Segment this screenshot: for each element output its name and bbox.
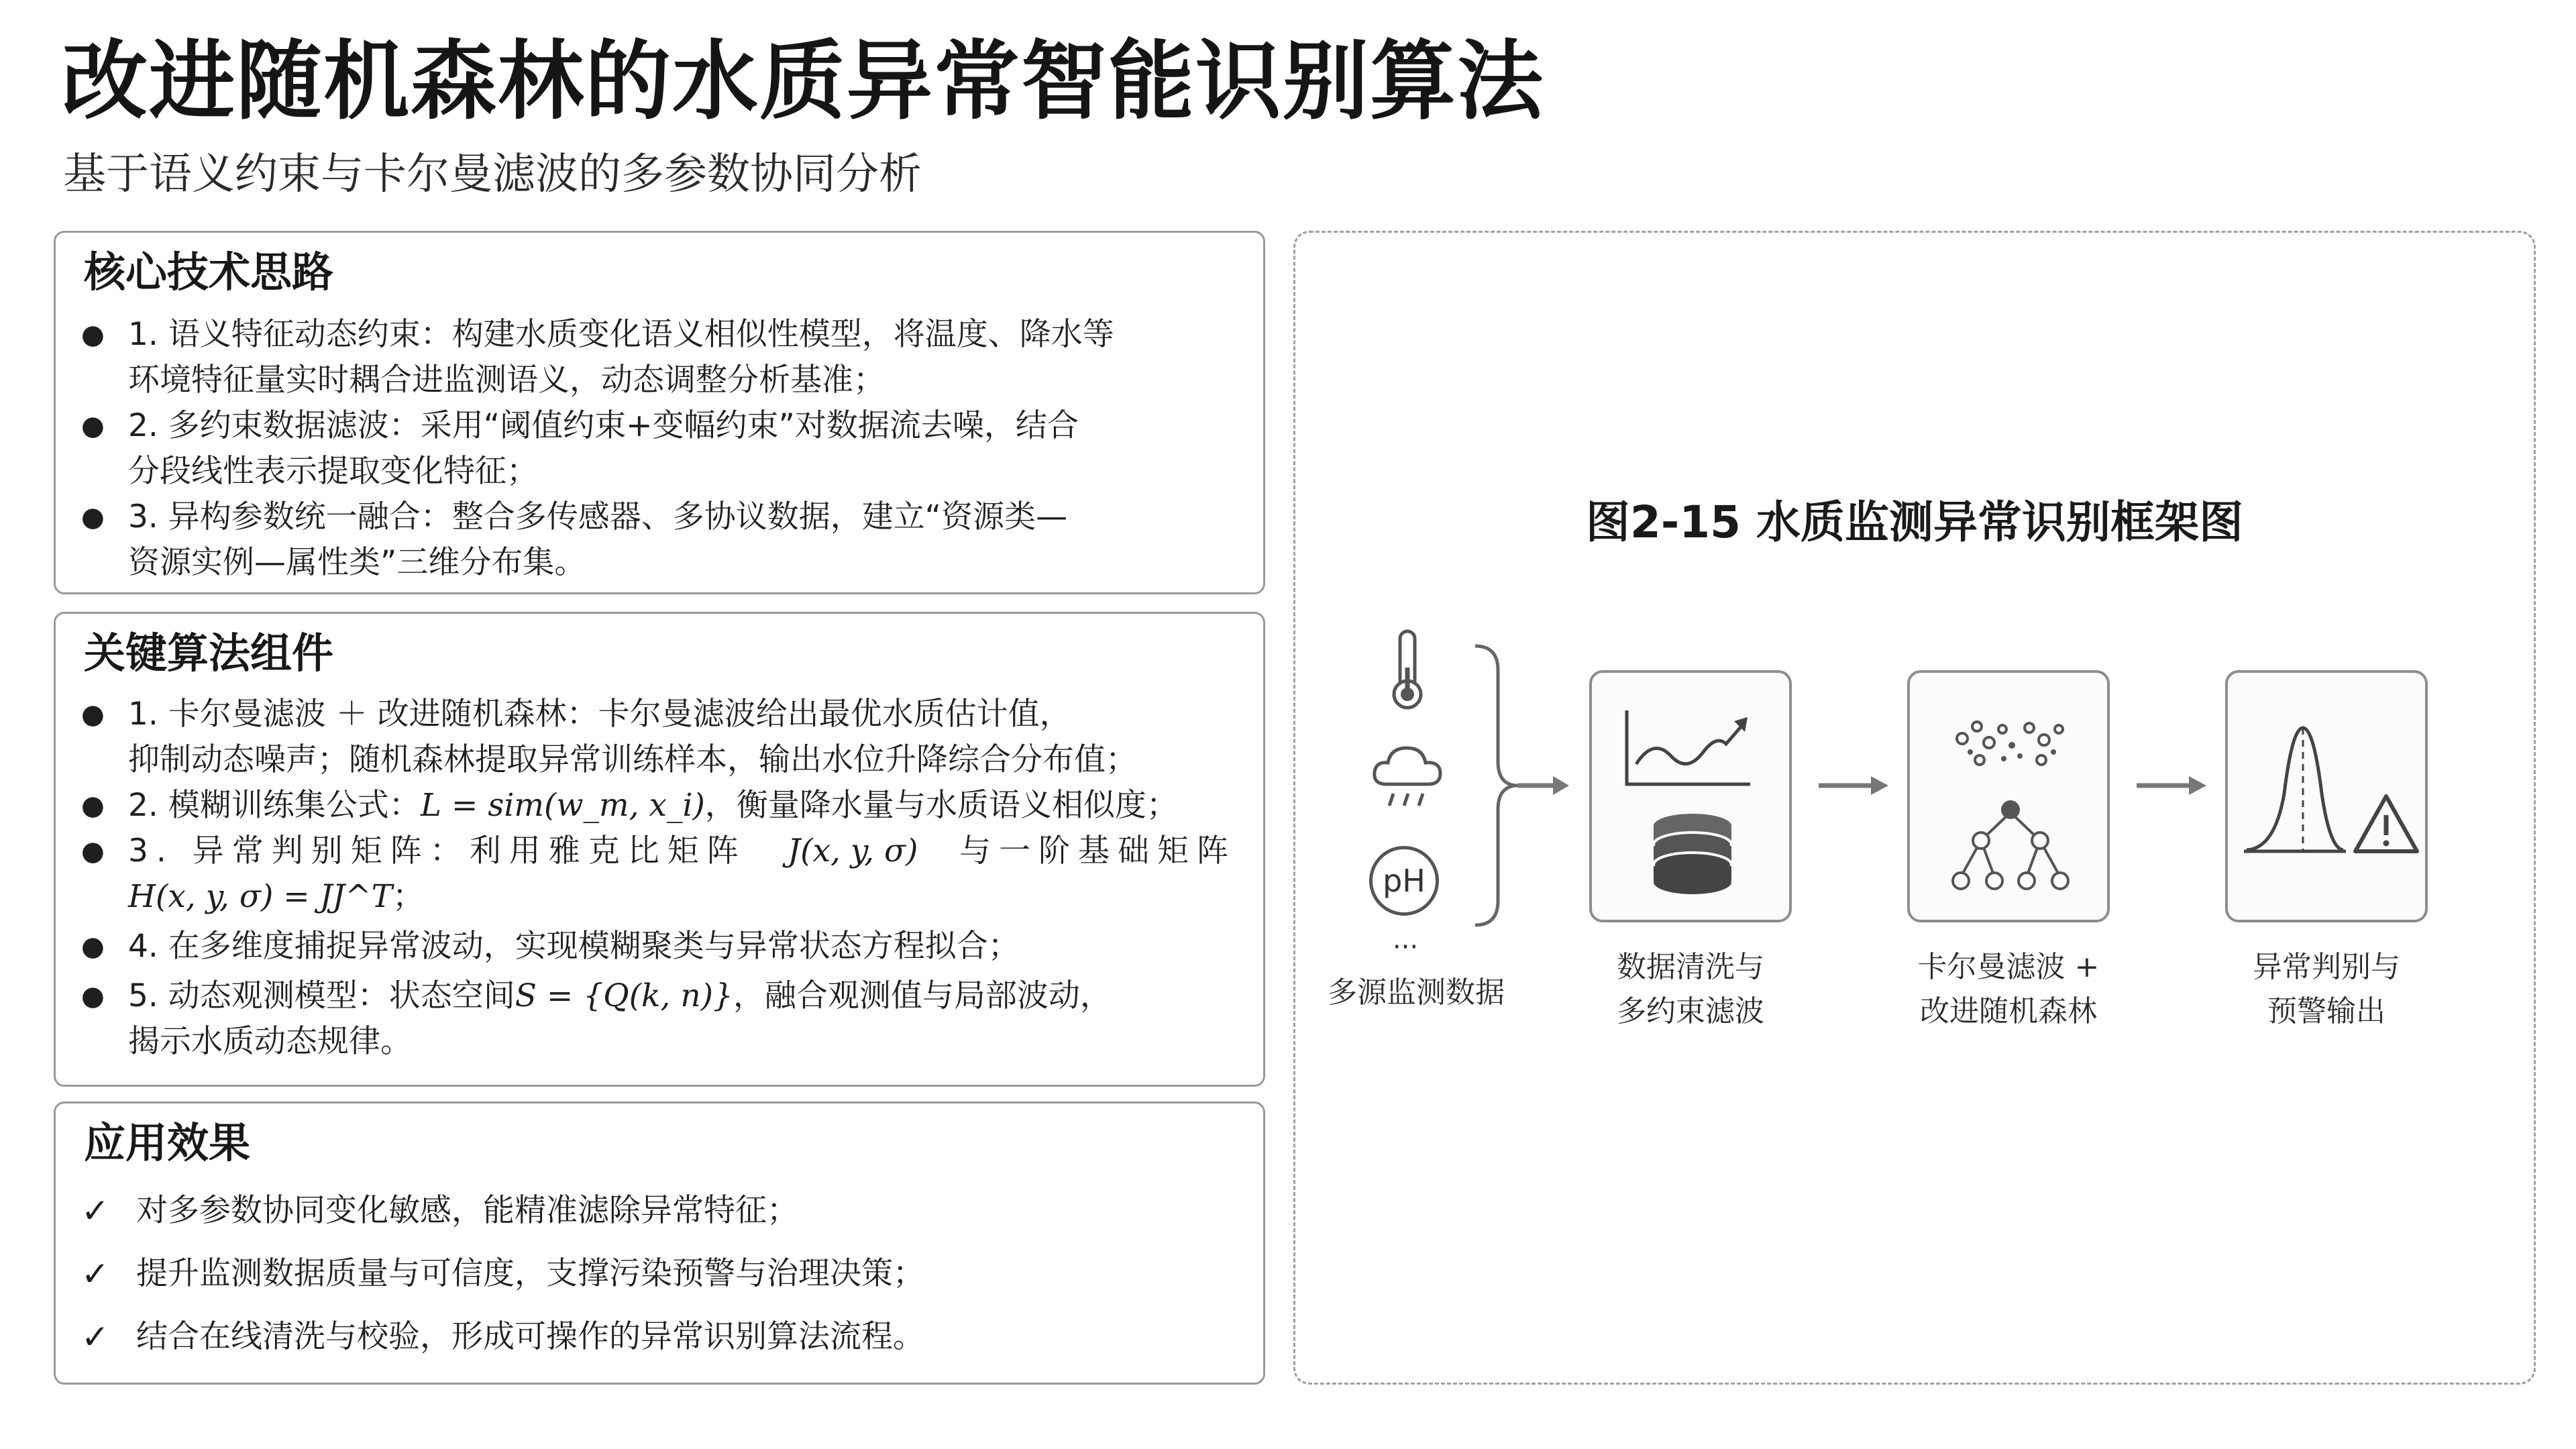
algorithm-item-3-end: ；	[392, 878, 424, 915]
algorithm-item-3-line1	[128, 828, 1236, 874]
effect-item-1-text: 对多参数协同变化敏感，能精准滤除异常特征；	[136, 1192, 798, 1229]
algorithm-item-2-prefix: 2. 模糊训练集公式：	[128, 787, 421, 824]
stage-2-line1: 卡尔曼滤波 +	[1917, 950, 2100, 984]
effect-item-3	[81, 1314, 1236, 1360]
effect-item-2-text: 提升监测数据质量与可信度，支撑污染预警与治理决策；	[136, 1255, 924, 1292]
core-item-2-line2: 分段线性表示提取变化特征；	[128, 453, 538, 490]
core-item-1-line2: 环境特征量实时耦合进监测语义，动态调整分析基准；	[128, 362, 885, 398]
arrow-icon	[2135, 772, 2209, 799]
checkmark-icon: ✓	[81, 1191, 109, 1230]
figure-title: 图2-15 水质监测异常识别框架图	[1585, 496, 2244, 548]
algorithm-item-5-suffix: ，融合观测值与局部波动，	[733, 977, 1112, 1014]
bullet-icon: ●	[81, 981, 105, 1012]
algorithm-heading: 关键算法组件	[84, 629, 334, 678]
stage-kalman-random-forest	[1907, 670, 2110, 922]
stage-3-line1: 异常判别与	[2253, 950, 2400, 984]
arrow-icon	[1517, 772, 1570, 799]
bullet-icon: ●	[81, 411, 105, 441]
core-item-2	[81, 403, 1236, 494]
algorithm-item-3	[81, 828, 1236, 920]
trend-chart-database-icon	[1592, 673, 1794, 925]
state-space-formula: S = {Q(k, n)}	[515, 977, 733, 1014]
fuzzy-formula: L = sim(w_m, x_i)	[420, 787, 705, 824]
checkmark-icon: ✓	[81, 1254, 109, 1293]
ph-icon	[1369, 846, 1439, 916]
core-item-2-line1: 2. 多约束数据滤波：采用“阈值约束+变幅约束”对数据流去噪，结合	[128, 407, 1079, 444]
bullet-icon: ●	[81, 931, 105, 962]
core-ideas-panel	[54, 231, 1265, 594]
algorithm-item-2	[81, 783, 1236, 828]
stage-2-line2: 改进随机森林	[1920, 994, 2097, 1028]
framework-diagram	[1293, 231, 2536, 1385]
page-subtitle: 基于语义约束与卡尔曼滤波的多参数协同分析	[63, 150, 922, 199]
algorithm-item-3-suffix: 与一阶基础矩阵	[959, 833, 1236, 869]
stage-1-line1: 数据清洗与	[1617, 950, 1764, 984]
algorithm-item-5-prefix: 5. 动态观测模型：状态空间	[128, 977, 515, 1014]
bullet-icon: ●	[81, 502, 105, 533]
distribution-warning-icon	[2228, 673, 2430, 925]
algorithm-item-5	[81, 973, 1236, 1065]
bullet-icon: ●	[81, 699, 105, 730]
algorithm-item-5-line2: 揭示水质动态规律。	[128, 1023, 412, 1060]
sources-label: 多源监测数据	[1328, 975, 1505, 1010]
core-ideas-heading: 核心技术思路	[84, 248, 334, 297]
bullet-icon: ●	[81, 790, 105, 821]
scatter-tree-icon	[1910, 673, 2112, 925]
jacobian-formula: J(x, y, σ)	[788, 833, 918, 869]
core-item-1	[81, 312, 1236, 403]
ph-text: pH	[1383, 863, 1426, 899]
stage-1-line2: 多约束滤波	[1617, 994, 1764, 1028]
algorithm-item-1-line1: 1. 卡尔曼滤波 ＋ 改进随机森林：卡尔曼滤波给出最优水质估计值，	[128, 696, 1071, 733]
core-item-3	[81, 494, 1236, 586]
rain-cloud-icon	[1368, 736, 1448, 816]
effect-item-2	[81, 1251, 1236, 1297]
effect-panel	[54, 1102, 1265, 1385]
algorithm-item-4-text: 4. 在多维度捕捉异常波动，实现模糊聚类与异常状态方程拟合；	[128, 928, 1020, 965]
stage-data-cleaning	[1589, 670, 1792, 922]
algorithm-panel	[54, 612, 1265, 1087]
stage-anomaly-warning	[2225, 670, 2428, 922]
algorithm-item-1	[81, 692, 1236, 783]
stage-3-line2: 预警输出	[2267, 994, 2385, 1028]
effect-heading: 应用效果	[84, 1118, 251, 1167]
arrow-icon	[1817, 772, 1891, 799]
base-matrix-formula: H(x, y, σ) = JJ^T	[128, 878, 392, 915]
algorithm-item-1-line2: 抑制动态噪声；随机森林提取异常训练样本，输出水位升降综合分布值；	[128, 741, 1137, 778]
checkmark-icon: ✓	[81, 1318, 109, 1356]
more-sources-dots: ···	[1392, 932, 1419, 963]
algorithm-item-4	[81, 924, 1236, 969]
core-item-3-line2: 资源实例—属性类”三维分布集。	[128, 544, 586, 581]
page-title: 改进随机森林的水质异常智能识别算法	[62, 32, 1545, 131]
effect-item-3-text: 结合在线清洗与校验，形成可操作的异常识别算法流程。	[136, 1318, 924, 1355]
bullet-icon: ●	[81, 319, 105, 350]
algorithm-item-3-prefix: 3. 异常判别矩阵：利用雅克比矩阵	[128, 833, 747, 869]
algorithm-item-2-suffix: ，衡量降水量与水质语义相似度；	[704, 787, 1178, 824]
core-item-1-line1: 1. 语义特征动态约束：构建水质变化语义相似性模型，将温度、降水等	[128, 316, 1114, 353]
bullet-icon: ●	[81, 836, 105, 867]
core-item-3-line1: 3. 异构参数统一融合：整合多传感器、多协议数据，建立“资源类—	[128, 498, 1068, 535]
thermometer-icon	[1381, 627, 1435, 714]
effect-item-1	[81, 1188, 1236, 1234]
